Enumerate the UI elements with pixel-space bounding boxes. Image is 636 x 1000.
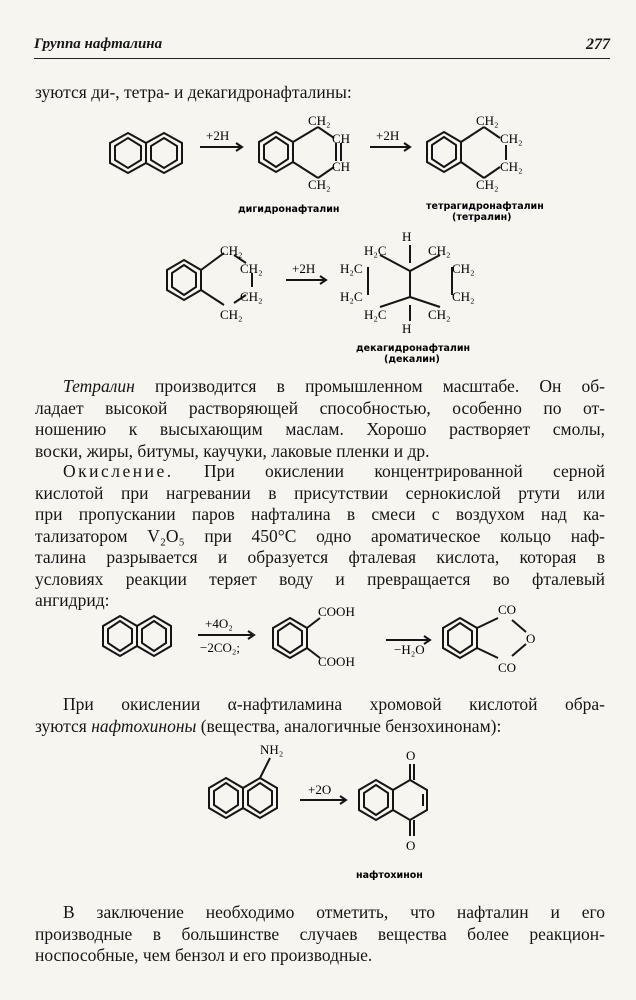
decahydronaphthalene-label: декагидронафталин xyxy=(356,343,471,354)
arrow-label-2o: +2O xyxy=(308,782,332,797)
naphthoquinone-scheme xyxy=(0,738,636,888)
page-header xyxy=(34,36,610,60)
arrow-label-2h-3: +2H xyxy=(292,261,316,276)
naphthoquinone-structure xyxy=(359,764,427,836)
dihydronaphthalene-label: дигидронафталин xyxy=(238,204,340,215)
group-co: CO xyxy=(498,660,517,675)
group-h2c: H₂C xyxy=(340,261,363,276)
group-o: O xyxy=(526,631,536,646)
hydrogenation-scheme xyxy=(0,105,636,375)
decahydronaphthalene-alt-label: (декалин) xyxy=(384,354,440,365)
arrow-label-4o2: +4O₂ xyxy=(205,616,233,631)
dihydronaphthalene-structure xyxy=(259,127,341,178)
group-o: O xyxy=(406,748,416,763)
group-co: CO xyxy=(498,602,517,617)
group-ch2: CH₂ xyxy=(240,261,263,276)
tetralin-structure xyxy=(427,127,506,178)
arrow-label-2h-2: +2H xyxy=(376,128,400,143)
oxidation-scheme xyxy=(0,600,636,690)
group-h2c: H₂C xyxy=(364,243,387,258)
header-rule xyxy=(34,58,610,59)
arrow-label-2h-1: +2H xyxy=(206,128,230,143)
group-ch2: CH₂ xyxy=(308,113,331,128)
group-h2c: H₂C xyxy=(340,289,363,304)
group-cooh: COOH xyxy=(318,654,355,669)
running-title: Группа нафталина xyxy=(34,36,163,52)
group-ch2: CH₂ xyxy=(452,261,475,276)
group-ch2: CH₂ xyxy=(500,159,523,174)
group-ch2: CH₂ xyxy=(308,177,331,192)
naphthalene-structure xyxy=(110,133,182,173)
group-h: H xyxy=(402,321,412,336)
phthalic-anhydride-structure xyxy=(443,618,526,658)
group-h2c: H₂C xyxy=(364,307,387,322)
group-ch: CH xyxy=(332,131,351,146)
page-number: 277 xyxy=(586,36,610,53)
group-ch2: CH₂ xyxy=(452,289,475,304)
group-ch2: CH₂ xyxy=(476,177,499,192)
paragraph-oxidation: Окисление. При окислении концентрированной серной кислотой при нагревании в присутствии сернокислой ртути или при пропускании паров нафталина в смеси с воздухом над ка- тализатором V₂O₅ при 450°C одно ароматическое кольцо наф- талина разрывается и образуется фталевая кислота, которая в условиях реакции теряет воду и превращается во фталевый ангидрид: xyxy=(35,461,605,610)
group-ch: CH xyxy=(332,159,351,174)
paragraph-conclusion: В заключение необходимо отметить, что нафталин и его производные в большинстве случаев вещества более реакцион- носпособные, чем бензол и его производные. xyxy=(35,902,605,965)
group-ch2: CH₂ xyxy=(428,243,451,258)
group-nh2: NH₂ xyxy=(260,742,284,757)
group-cooh: COOH xyxy=(318,604,355,619)
group-h: H xyxy=(402,229,412,244)
alpha-naphthylamine-structure xyxy=(209,758,277,818)
arrow-label-minus-2co2: −2CO₂; xyxy=(200,640,241,655)
group-o: O xyxy=(406,838,416,853)
tetrahydronaphthalene-alt-label: (тетралин) xyxy=(452,212,512,223)
phthalic-acid-structure xyxy=(273,618,320,658)
term-oxidation: Окисление. xyxy=(63,461,174,481)
group-ch2: CH₂ xyxy=(240,289,263,304)
term-naphthoquinones: нафтохиноны xyxy=(91,715,197,736)
paragraph-naphthylamine: При окислении α-нафтиламина хромовой кислотой обра- зуются нафтохиноны (вещества, аналогичные бензохинонам): xyxy=(35,694,605,736)
group-ch2: CH₂ xyxy=(220,243,243,258)
tetrahydronaphthalene-label: тетрагидронафталин xyxy=(426,201,544,212)
paragraph-tetralin: Тетралин производится в промышленном масштабе. Он об- ладает высокой растворяющей способностью, особенно по от- ношению к высыхающим маслам. Хорошо растворяет смолы, воски, жиры, битумы, каучуки, лаковые пленки и др. xyxy=(35,376,605,461)
intro-line: зуются ди-, тетра- и декагидронафталины: xyxy=(35,82,352,102)
group-ch2: CH₂ xyxy=(428,307,451,322)
arrow-label-minus-h2o: −H₂O xyxy=(394,642,425,657)
naphthalene-structure xyxy=(103,616,171,656)
naphthoquinone-label: нафтохинон xyxy=(356,870,423,881)
group-ch2: CH₂ xyxy=(476,113,499,128)
group-ch2: CH₂ xyxy=(220,307,243,322)
term-tetralin: Тетралин xyxy=(63,376,135,396)
group-ch2: CH₂ xyxy=(500,131,523,146)
